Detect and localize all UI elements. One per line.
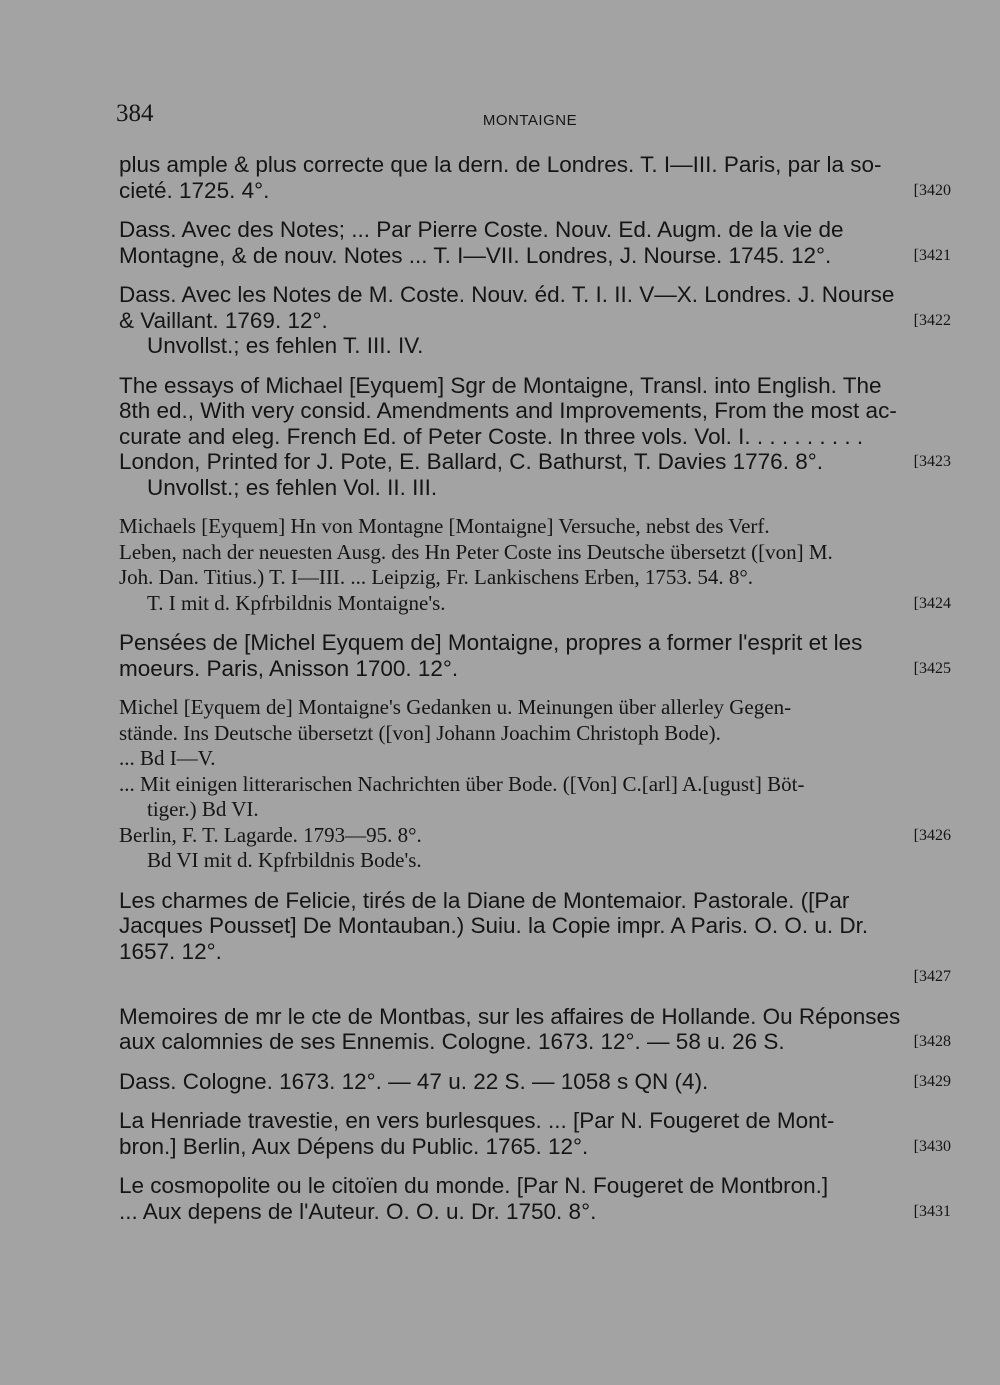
- entry-note: Unvollst.; es fehlen T. III. IV.: [147, 333, 424, 358]
- entry-line: Berlin, F. T. Lagarde. 1793—95. 8°.: [119, 822, 422, 847]
- entry-number: [3420: [913, 181, 951, 199]
- entry-line: plus ample & plus correcte que la dern. de Londres. T. I—III. Paris, par la so-: [119, 152, 882, 177]
- entry-line: Montagne, & de nouv. Notes ... T. I—VII. Londres, J. Nourse. 1745. 12°.: [119, 242, 832, 268]
- catalog-entry-3421: [119, 217, 951, 268]
- entry-number: [3421: [913, 246, 951, 264]
- entry-line: Jacques Pousset] De Montauban.) Suiu. la Copie impr. A Paris. O. O. u. Dr.: [119, 913, 869, 938]
- entry-line: tiger.) Bd VI.: [147, 797, 259, 821]
- catalog-entry-3420: [119, 152, 951, 203]
- entry-line: aux calomnies de ses Ennemis. Cologne. 1673. 12°. — 58 u. 26 S.: [119, 1029, 785, 1054]
- entry-number: [3424: [913, 594, 951, 612]
- entry-line: 8th ed., With very consid. Amendments and Improvements, From the most ac-: [119, 398, 897, 423]
- catalog-entry-3430: [119, 1108, 951, 1159]
- catalog-entry-3431: [119, 1173, 951, 1224]
- entry-number: [3430: [913, 1137, 951, 1155]
- entry-number: [3427: [913, 968, 951, 985]
- catalog-entry-3429: [119, 1069, 951, 1095]
- entry-line: curate and eleg. French Ed. of Peter Coste. In three vols. Vol. I. . . . . . . . . .: [119, 423, 864, 449]
- entry-line: moeurs. Paris, Anisson 1700. 12°.: [119, 655, 459, 681]
- entry-number: [3428: [913, 1033, 951, 1050]
- entry-number: [3426: [913, 826, 951, 844]
- entry-line: Leben, nach der neuesten Ausg. des Hn Peter Coste ins Deutsche übersetzt ([von] M.: [119, 539, 833, 564]
- entry-line: Le cosmopolite ou le citoïen du monde. [Par N. Fougeret de Montbron.]: [119, 1173, 829, 1198]
- catalog-entries: [119, 152, 951, 1238]
- entry-number: [3423: [913, 453, 951, 470]
- entry-line: Pensées de [Michel Eyquem de] Montaigne, propres a former l'esprit et les: [119, 630, 863, 655]
- entry-note: T. I mit d. Kpfrbildnis Montaigne's.: [147, 590, 446, 615]
- running-head: MONTAIGNE: [482, 112, 578, 129]
- entry-note: Bd VI mit d. Kpfrbildnis Bode's.: [147, 848, 422, 872]
- entry-line: ... Mit einigen litterarischen Nachrichten über Bode. ([Von] C.[arl] A.[ugust] Böt-: [119, 771, 805, 796]
- entry-line: Michel [Eyquem de] Montaigne's Gedanken u. Meinungen über allerley Gegen-: [119, 695, 792, 719]
- catalog-entry-3425: [119, 630, 951, 681]
- entry-line: Michaels [Eyquem] Hn von Montagne [Montaigne] Versuche, nebst des Verf.: [119, 514, 770, 538]
- entry-line: Dass. Avec des Notes; ... Par Pierre Coste. Nouv. Ed. Augm. de la vie de: [119, 217, 844, 242]
- entry-line: & Vaillant. 1769. 12°.: [119, 307, 328, 333]
- entry-line: bron.] Berlin, Aux Dépens du Public. 1765. 12°.: [119, 1133, 589, 1159]
- entry-line: La Henriade travestie, en vers burlesques. ... [Par N. Fougeret de Mont-: [119, 1108, 835, 1133]
- page-number: 384: [116, 100, 154, 127]
- entry-line: cieté. 1725. 4°.: [119, 177, 270, 203]
- catalog-entry-3424: [119, 514, 951, 616]
- entry-line: The essays of Michael [Eyquem] Sgr de Montaigne, Transl. into English. The: [119, 372, 882, 398]
- entry-note: Unvollst.; es fehlen Vol. II. III.: [147, 474, 438, 500]
- catalog-entry-3428: [119, 1004, 951, 1055]
- catalog-entry-3422: [119, 282, 951, 359]
- entry-line: Joh. Dan. Titius.) T. I—III. ... Leipzig, Fr. Lankischens Erben, 1753. 54. 8°.: [119, 565, 754, 589]
- entry-line: Dass. Cologne. 1673. 12°. — 47 u. 22 S. — 1058 s QN (4).: [119, 1068, 709, 1094]
- entry-line: London, Printed for J. Pote, E. Ballard, C. Bathurst, T. Davies 1776. 8°.: [119, 449, 823, 474]
- catalog-entry-3427: [119, 888, 951, 990]
- entry-number: [3431: [913, 1202, 951, 1220]
- entry-line: ... Aux depens de l'Auteur. O. O. u. Dr. 1750. 8°.: [119, 1198, 597, 1224]
- entry-number: [3425: [913, 659, 951, 677]
- entry-number: [3422: [913, 311, 951, 329]
- entry-line: Les charmes de Felicie, tirés de la Diane de Montemaior. Pastorale. ([Par: [119, 887, 850, 913]
- entry-number: [3429: [913, 1072, 951, 1090]
- entry-line: Memoires de mr le cte de Montbas, sur les affaires de Hollande. Ou Réponses: [119, 1003, 901, 1029]
- entry-line: Dass. Avec les Notes de M. Coste. Nouv. éd. T. I. II. V—X. Londres. J. Nourse: [119, 282, 895, 307]
- catalog-entry-3426: [119, 695, 951, 874]
- catalog-entry-3423: [119, 373, 951, 501]
- entry-line: ... Bd I—V.: [119, 746, 216, 770]
- entry-line: 1657. 12°.: [119, 938, 222, 964]
- entry-line: stände. Ins Deutsche übersetzt ([von] Johann Joachim Christoph Bode).: [119, 720, 721, 745]
